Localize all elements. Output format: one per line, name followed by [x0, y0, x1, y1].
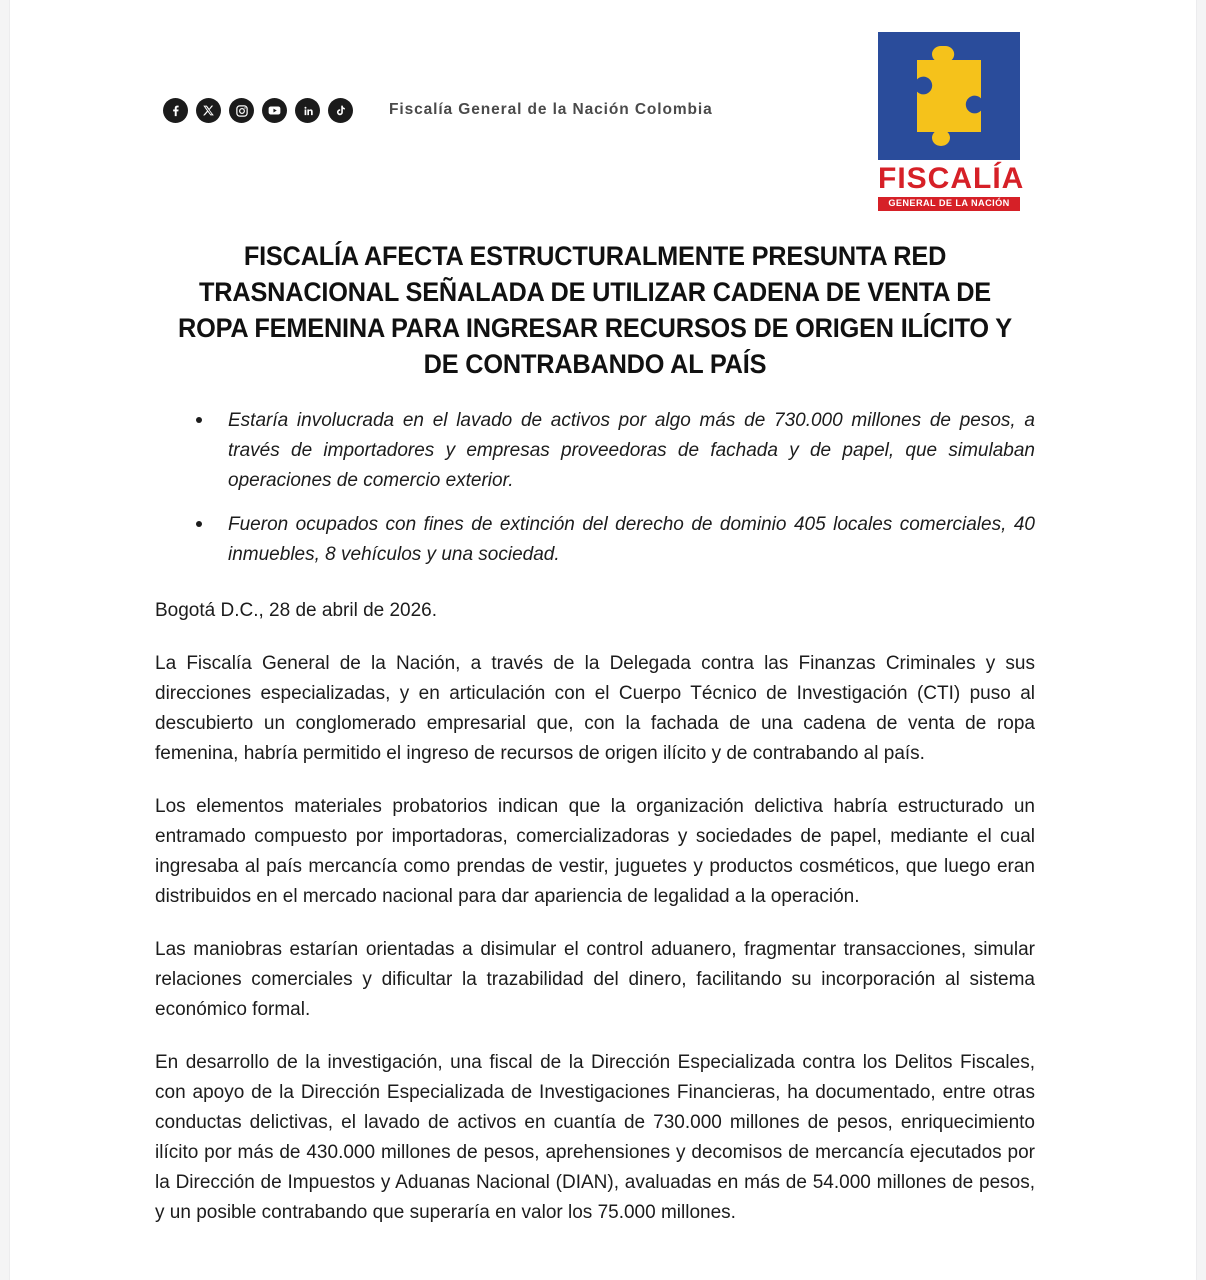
- list-item: Fueron ocupados con fines de extinción del derecho de dominio 405 locales comerciales, 40 inmuebles, 8 vehículos y una sociedad.: [155, 510, 1035, 570]
- page-title: FISCALÍA AFECTA ESTRUCTURALMENTE PRESUNTA RED TRASNACIONAL SEÑALADA DE UTILIZAR CADENA DE VENTA DE ROPA FEMENINA PARA INGRESAR RECURSOS DE ORIGEN ILÍCITO Y DE CONTRABANDO AL PAÍS: [178, 241, 1012, 380]
- body-paragraph: La Fiscalía General de la Nación, a través de la Delegada contra las Finanzas Criminales y sus direcciones especializadas, y en articulación con el Cuerpo Técnico de Investigación (CTI) puso al descubierto un conglomerado empresarial que, con la fachada de una cadena de venta de ropa femenina, habría permitido el ingreso de recursos de origen ilícito y de contrabando al país.: [155, 652, 1035, 764]
- list-item: Estaría involucrada en el lavado de activos por algo más de 730.000 millones de pesos, a través de importadores y empresas proveedoras de fachada y de papel, que simulaban operaciones de comercio exterior.: [155, 406, 1035, 496]
- social-links-row: [163, 98, 353, 123]
- instagram-icon[interactable]: [229, 98, 254, 123]
- summary-bullet-list: [155, 406, 1035, 570]
- body-paragraph: Los elementos materiales probatorios indican que la organización delictiva habría estructurado un entramado compuesto por importadoras, comercializadoras y sociedades de papel, mediante el cual ingresaba al país mercancía como prendas de vestir, juguetes y productos cosméticos, que luego eran distribuidos en el mercado nacional para dar apariencia de legalidad a la operación.: [155, 795, 1035, 907]
- screenshot-edge-right: [1196, 0, 1206, 1280]
- organization-name: Fiscalía General de la Nación Colombia: [389, 101, 713, 118]
- document-content: [155, 238, 1035, 1228]
- body-paragraph: En desarrollo de la investigación, una fiscal de la Dirección Especializada contra los Delitos Fiscales, con apoyo de la Dirección Especializada de Investigaciones Financieras, ha documentado, entre otras conductas delictivas, el lavado de activos en cuantía de 730.000 millones de pesos, enriquecimiento ilícito por más de 430.000 millones de pesos, aprehensiones y decomisos de mercancía ejecutados por la Dirección de Impuestos y Aduanas Nacional (DIAN), avaluadas en más de 54.000 millones de pesos, y un posible contrabando que superaría en valor los 75.000 millones.: [155, 1051, 1035, 1223]
- logo-wordmark: FISCALÍA: [878, 162, 1025, 195]
- screenshot-edge-left: [0, 0, 10, 1280]
- tiktok-icon[interactable]: [328, 98, 353, 123]
- x-twitter-icon[interactable]: [196, 98, 221, 123]
- dateline: Bogotá D.C., 28 de abril de 2026.: [155, 600, 438, 622]
- puzzle-piece-icon: [908, 44, 990, 148]
- logo-blue-square: [878, 32, 1020, 160]
- youtube-icon[interactable]: [262, 98, 287, 123]
- facebook-icon[interactable]: [163, 98, 188, 123]
- fiscalia-logo: [878, 32, 1025, 211]
- body-paragraph: Las maniobras estarían orientadas a disimular el control aduanero, fragmentar transacciones, simular relaciones comerciales y dificultar la trazabilidad del dinero, facilitando su incorporación al sistema económico formal.: [155, 938, 1035, 1020]
- document-header: [0, 0, 1206, 222]
- logo-subtitle: GENERAL DE LA NACIÓN: [878, 197, 1020, 211]
- linkedin-icon[interactable]: [295, 98, 320, 123]
